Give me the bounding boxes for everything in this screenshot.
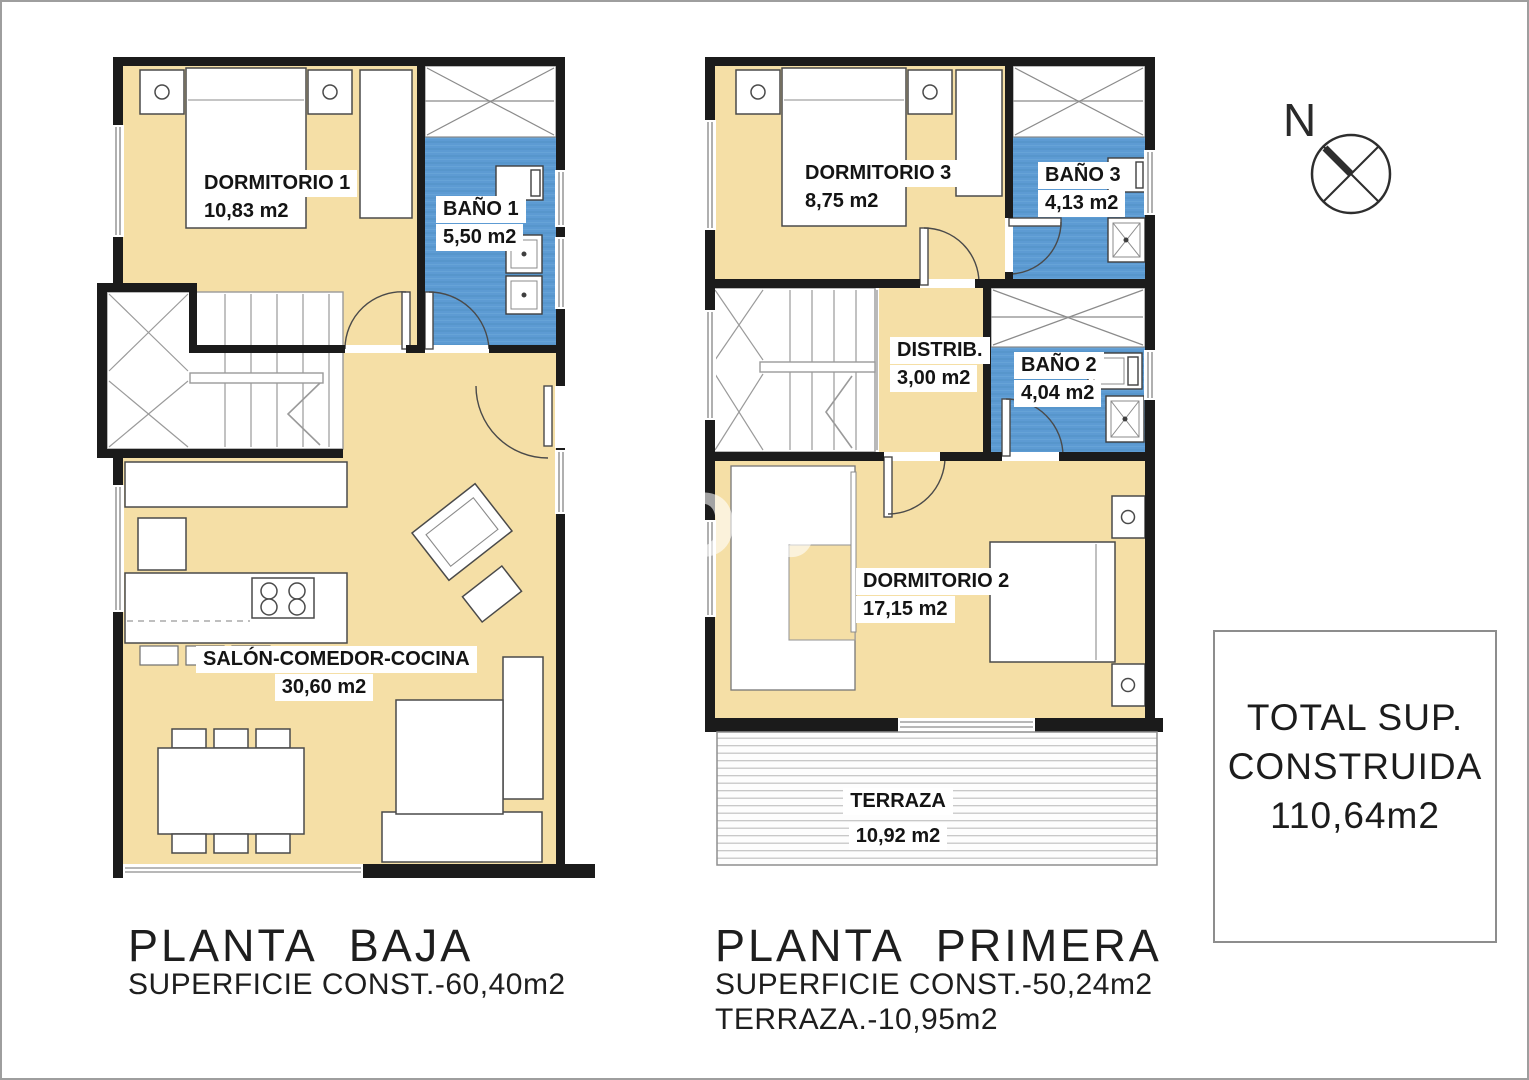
room-area: 17,15 m2 xyxy=(856,596,955,623)
label-bano1 xyxy=(436,196,526,252)
closet-bano2-icon xyxy=(991,288,1145,347)
compass-icon xyxy=(1283,94,1390,213)
room-area: 3,00 m2 xyxy=(890,365,977,392)
closet-bano3-icon xyxy=(1013,66,1145,137)
title-planta-baja: PLANTA BAJA xyxy=(128,920,474,971)
watermark: Top xyxy=(592,450,830,582)
room-name: DORMITORIO 3 xyxy=(798,160,958,187)
total-surface-box xyxy=(1213,630,1497,943)
room-name: DISTRIB. xyxy=(890,337,990,364)
total-line3: 110,64m2 xyxy=(1270,794,1440,836)
label-bano3 xyxy=(1038,162,1128,218)
label-distrib xyxy=(890,337,990,393)
compass-north-label: N xyxy=(1283,94,1317,146)
room-area: 10,83 m2 xyxy=(197,198,296,225)
subtitle-planta-primera: SUPERFICIE CONST.-50,24m2 xyxy=(715,968,1153,1001)
room-name: BAÑO 3 xyxy=(1038,162,1128,189)
room-name: DORMITORIO 1 xyxy=(197,170,357,197)
room-area: 4,13 m2 xyxy=(1038,190,1125,217)
room-area: 30,60 m2 xyxy=(275,674,374,701)
total-line2: CONSTRUIDA xyxy=(1227,745,1483,787)
room-name: TERRAZA xyxy=(843,788,953,815)
subtitle-terraza: TERRAZA.-10,95m2 xyxy=(715,1003,999,1036)
room-name: DORMITORIO 2 xyxy=(856,568,1016,595)
subtitle-planta-baja: SUPERFICIE CONST.-60,40m2 xyxy=(128,968,566,1001)
label-bano2 xyxy=(1014,352,1104,408)
staircase-baja-icon xyxy=(107,292,343,449)
label-dormitorio1 xyxy=(197,170,357,226)
label-terraza xyxy=(828,788,968,858)
title-planta-primera: PLANTA PRIMERA xyxy=(715,920,1162,971)
label-salon xyxy=(196,646,470,702)
room-area: 10,92 m2 xyxy=(849,823,948,850)
label-dormitorio3 xyxy=(798,160,958,216)
room-name: SALÓN-COMEDOR-COCINA xyxy=(196,646,477,673)
label-dormitorio2 xyxy=(856,568,1016,624)
total-line1: TOTAL SUP. xyxy=(1246,697,1464,738)
room-area: 5,50 m2 xyxy=(436,224,523,251)
dining-table-icon xyxy=(158,729,304,853)
room-area: 8,75 m2 xyxy=(798,188,885,215)
room-name: BAÑO 2 xyxy=(1014,352,1104,379)
closet-bano1-icon xyxy=(425,66,556,137)
staircase-primera-icon xyxy=(713,288,877,452)
room-area: 4,04 m2 xyxy=(1014,380,1101,407)
room-name: BAÑO 1 xyxy=(436,196,526,223)
